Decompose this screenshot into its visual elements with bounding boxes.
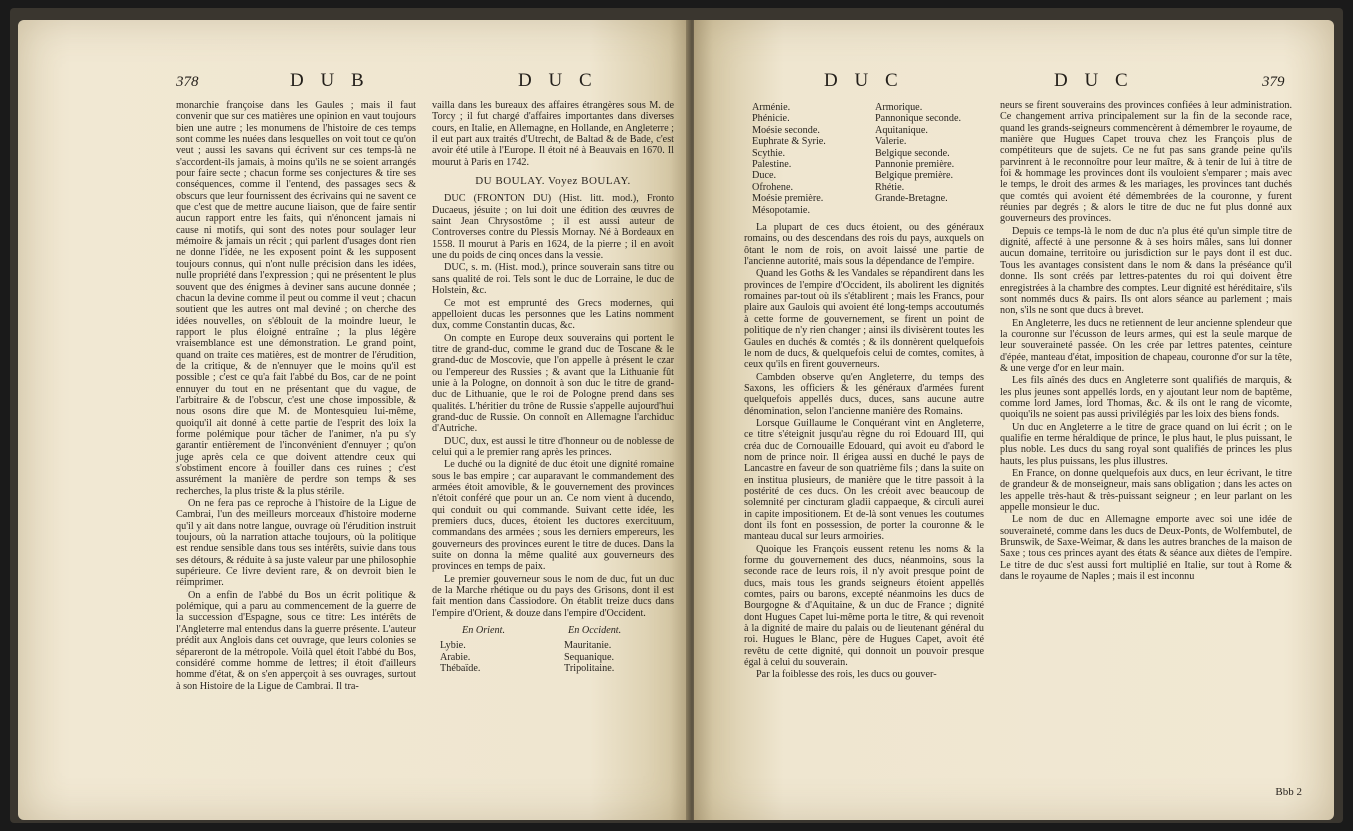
- list-item: Thébaïde.: [440, 663, 481, 675]
- list-item: Moésie première.: [752, 193, 824, 205]
- list-item: Arabie.: [440, 651, 471, 663]
- list-item: Phénicie.: [752, 113, 790, 125]
- list-item: Arménie.: [752, 102, 791, 113]
- paragraph: On a enfin de l'abbé du Bos un écrit politique & polémique, qui a paru au commencement de la guerre de la succession d'Espagne, sous ce titre: Les intérêts de l'Angleterre mal entendus dans la guerre présente. L'auteur prédit aux Anglois dans cet ouvrage, que leurs colonies se sépareront de la métropole. Voilà quel étoit l'abbé du Bos, considéré comme homme de lettres; il étoit d'ailleurs homme d'état, & on s'en apperçoit à ses ouvrages, surtout à son Histoire de la Ligue de Cambrai. Il tra-: [176, 589, 416, 692]
- list-item: [875, 205, 984, 216]
- paragraph: vailla dans les bureaux des affaires étrangères sous M. de Torcy ; il fut chargé d'affaires importantes dans diverses cours, en Italie, en Allemagne, en Hollande, en Angleterre ; il eut part aux traités d'Utrecht, de Baltad & de Bade, c'est avoir été utile à l'Europe. Il étoit né à Beauvais en 1670. Il mourut à Paris en 1742.: [432, 100, 674, 168]
- paragraph: Le nom de duc en Allemagne emporte avec soi une idée de souveraineté, comme dans les ducs de Deux-Ponts, de Wolfembutel, de Brunswik, de Saxe-Weimar, & dans les autres branches de la maison de Saxe ; tous ces princes ayant des états & séance aux diètes de l'empire. Le titre de duc s'est aussi fort multiplié en Italie, sur tout à Rome & dans le royaume de Naples ; mais il est inconnu: [1000, 514, 1292, 583]
- paragraph: Ce mot est emprunté des Grecs modernes, qui appelloient ducas les personnes que les Latins nomment dux, comme Constantin ducas, &c.: [432, 297, 674, 332]
- left-column-2: [432, 100, 674, 681]
- right-running-head: D U C: [1054, 70, 1134, 91]
- province-list-continued: [752, 102, 984, 216]
- paragraph: Par la foiblesse des rois, les ducs ou gouver-: [756, 669, 937, 681]
- right-running-head-col1: D U C: [824, 70, 904, 91]
- list-item: Pannonique seconde.: [875, 113, 962, 125]
- province-list-header: [462, 625, 674, 636]
- right-header: [694, 70, 1334, 96]
- list-item: Sequanique.: [564, 651, 615, 663]
- list-item: Valerie.: [875, 136, 907, 148]
- paragraph: neurs se firent souverains des provinces confiées à leur administration. Ce changement arriva principalement sur la fin de la seconde race, quand les grands-seigneurs commencèrent à démembrer le royaume, de manière que Hugues Capet trouva chez les François plus de compétiteurs que de sujets. Ce ne fut pas sans grande peine qu'ils parvinrent à le reconnoître pour leur maître, & à tenir de lui à titre de foi & hommage les provinces dont ils vouloient s'emparer ; mais avec le temps, le droit des armes & les mariages, les provinces tant duchés que comtés qui avoient été démembrées de la couronne, y furent réunies par degrés ; & alors le titre de duc ne fut plus donné aux gouverneurs des provinces.: [1000, 100, 1292, 225]
- list-item: Aquitanique.: [875, 124, 928, 136]
- paragraph: DUC (FRONTON DU) (Hist. litt. mod.), Fronto Ducaeus, jésuite ; on lui doit une édition des œuvres de saint Jean Chrysostôme ; il est aussi auteur de Controverses contre du Plessis Mornay. Né à Bordeaux en 1558. Il mourut à Paris en 1624, de la pierre ; il en avoit une du poids de cinq onces dans la vessie.: [432, 193, 674, 262]
- list-item: Mauritanie.: [564, 640, 612, 652]
- list-header-occident: En Occident.: [568, 625, 622, 637]
- paragraph: Quoique les François eussent retenu les noms & la forme du gouvernement des ducs, néanmoins, sous la seconde race de leurs rois, il n'y avoit presque point de ducs, mais tous les grands seigneurs étoient appellés comtes, pairs ou barons, excepté néanmoins les ducs de Bourgogne & d'Aquitaine, & un duc de France ; dignité dont Hugues Capet lui-même porta le titre, & qui revenoit à la dignité de maire du palais ou de lieutenant général du roi. Hugues le Blanc, père de Hugues Capet, avoit été revêtu de cette dignité, qui donnoit un pouvoir presque égal à celui du souverain.: [744, 543, 984, 669]
- list-item: Ofrohene.: [752, 181, 794, 193]
- paragraph: On ne fera pas ce reproche à l'histoire de la Ligue de Cambrai, l'un des meilleurs morceaux d'histoire moderne qu'il y ait dans notre langue, ouvrage où l'érudition instruit toujours, où la narration attache toujours, où la politique est rendue sensible dans tous ses intérêts, suivie dans tous ses détours, & réduite à sa juste valeur par une philosophie supérieure. Ce livre devient rare, & on devroit bien le réimprimer.: [176, 498, 416, 589]
- left-page: [18, 20, 690, 820]
- paragraph: Lorsque Guillaume le Conquérant vint en Angleterre, ce titre s'éteignit jusqu'au règne du roi Edouard III, qui créa duc de Cornouaille Edouard, qui avoit eu d'abord le nom de prince noir. Il érigea aussi en duché le pays de Lancastre en faveur de son quatrième fils ; dans la suite on en institua plusieurs, de manière que le titre passoit à la postérité de ces ducs. On les créoit avec beaucoup de solemnité per cincturam gladii cappaeque, & circuli aurei in capite impositionem. Et de-là sont venues les coutumes dont ils font en possession, de porter la couronne & le manteau ducal sur leurs armoiries.: [744, 417, 984, 543]
- list-header-orient: En Orient.: [462, 625, 506, 637]
- book-spread: [10, 8, 1343, 823]
- paragraph: Le premier gouverneur sous le nom de duc, fut un duc de la Marche rhétique ou du pays des Grisons, dont il est fait mention dans Cassiodore. On établit treize ducs dans l'empire d'Orient, & douze dans l'empire d'Occident.: [432, 573, 674, 619]
- list-item: Grande-Bretagne.: [875, 193, 948, 205]
- left-header: [18, 70, 690, 96]
- right-column-1: [744, 100, 984, 682]
- list-item: Palestine.: [752, 159, 792, 171]
- paragraph: En Angleterre, les ducs ne retiennent de leur ancienne splendeur que la couronne sur l'écusson de leurs armes, qui est la seule marque de leur souveraineté passée. On les crée par lettres patentes, ceinture d'épée, manteau d'état, imposition de chapeau, couronne d'or sur la tête, & une verge d'or en leur main.: [1000, 317, 1292, 374]
- paragraph: Cambden observe qu'en Angleterre, du temps des Saxons, les officiers & les généraux d'armées furent quelquefois appellés ducs, duces, sans aucune autre dénomination, selon l'ancienne manière des Romains.: [744, 371, 984, 417]
- list-item: Duce.: [752, 170, 777, 182]
- list-item: Pannonie première.: [875, 159, 955, 171]
- right-page-number: 379: [1262, 74, 1285, 90]
- left-running-head: D U B: [290, 70, 370, 91]
- entry-heading: DU BOULAY. Voyez BOULAY.: [475, 175, 631, 188]
- list-item: Belgique seconde.: [875, 147, 950, 159]
- list-item: Armorique.: [875, 102, 923, 113]
- left-running-head-col2: D U C: [518, 70, 598, 91]
- list-item: Mésopotamie.: [752, 204, 811, 216]
- list-item: Belgique première.: [875, 170, 954, 182]
- right-column-2: [1000, 100, 1292, 583]
- list-item: Rhétie.: [875, 181, 905, 193]
- left-page-number: 378: [176, 74, 199, 90]
- list-item: Scythie.: [752, 147, 786, 159]
- list-item: Lybie.: [440, 640, 466, 652]
- paragraph: En France, on donne quelquefois aux ducs, en leur écrivant, le titre de grandeur & de monseigneur, mais sans obligation ; dans les actes on les appelle très-haut & très-puissant seigneur ; en leur parlant on les appelle monsieur le duc.: [1000, 468, 1292, 514]
- paragraph: DUC, dux, est aussi le titre d'honneur ou de noblesse de celui qui a le premier rang après les princes.: [432, 435, 674, 458]
- paragraph: monarchie françoise dans les Gaules ; mais il faut convenir que sur ces matières une opinion en vaut toujours bien une autre ; les monumens de l'histoire de ces temps sont comme les nuées dans lesquelles on voit tout ce qu'on veut ; aussi les savans qui écrivent sur ces temps-là ne s'accordent-ils jamais, à moins qu'ils ne se soient arrangés pour faire secte ; chacun forme ses conjectures & tire ses conséquences, comme il l'entend, des passages secs & obscurs que leur fournissent des écrivains qui ne savent ce que c'est que de mettre aucune liaison, que de faire sentir aucun rapport entre les faits, qui n'énoncent jamais ni cause ni motifs, qui sont des notes pour soulager leur mémoire & jamais un récit ; qui parlent d'usages dont rien ne donne l'idée, ne les exposent point & les supposent toujours connus, qui n'ont nulle précision dans les idées, nulle propriété dans l'expression ; qui ne présentent le plus souvent que des énigmes à deviner sans aucune donnée ; chacun la devine comme il peut ou comme il veut ; chacun soutient que les autres ont mal deviné ; on cherche des idées nouvelles, on s'éblouit de la moindre lueur, le rapport le plus éloigné entraîne ; la plus légère vraisemblance est une démonstration. Le grand point, quand on traite ces matières, est de montrer de l'érudition, de la critique, & de n'ennuyer que le moins qu'il est possible ; c'est ce qu'a fait l'abbé du Bos, car de ne point ennuyer du tout en ne présentant que du vague, de l'arbitraire & de l'obscur, c'est une chose impossible, & nous osons dire que M. de Montesquieu lui-même, quoiqu'il ait donné à cette partie de l'esprit des loix la forme polémique pour tâcher de l'animer, n'a pu s'y garantir entièrement de l'inconvénient d'ennuyer ; qu'on juge après cela ce que doivent attendre ceux qui s'obstiment encore à fouiller dans ces ruines ; c'est assurément la manière de perdre son temps & ses recherches, la plus triste & la plus stérile.: [176, 100, 416, 497]
- paragraph: Quand les Goths & les Vandales se répandirent dans les provinces de l'empire d'Occident, ils abolirent les dignités romaines par-tout où ils s'établirent ; mais les Francs, pour plaire aux Gaulois qui avoient été long-temps accoutumés à cette forme de gouvernement, se firent un point de politique de n'y rien changer ; ainsi ils divisèrent toutes les Gaules en duchés & comtés ; & ils donnèrent quelquefois le nom de ducs, & quelquefois celui de comtes, comites, à ceux qu'ils en firent gouverneurs.: [744, 268, 984, 371]
- left-column-1: [176, 100, 416, 693]
- paragraph: Les fils aînés des ducs en Angleterre sont qualifiés de marquis, & les plus jeunes sont appellés lords, en y ajoutant leur nom de baptême, comme lord James, lord Thomas, &c. & ils ont le rang de vicomte, quoiqu'ils ne soient pas aussi privilégiés par les loix des biens fonds.: [1000, 375, 1292, 421]
- list-item: Euphrate & Syrie.: [752, 136, 826, 148]
- paragraph: On compte en Europe deux souverains qui portent le titre de grand-duc, comme le grand duc de Toscane & le grand-duc de Moscovie, que l'on appelle à présent le czar ou l'empereur des Russies ; & avant que la Lithuanie fût unie à la Pologne, on donnoit à son duc le titre de grand-duc de Lithuanie, que le roi de Pologne prend dans ses qualités. L'héritier du trône de Russie s'appelle aujourd'hui grand-duc de Russie. On connoît en Allemagne l'archiduc d'Autriche.: [432, 332, 674, 435]
- list-item: Tripolitaine.: [564, 663, 615, 675]
- signature-mark: Bbb 2: [1275, 786, 1302, 798]
- paragraph: La plupart de ces ducs étoient, ou des généraux romains, ou des descendans des rois du pays, auxquels on ôtant le nom de rois, on avoit laissé une partie de l'ancienne autorité, mais sous la dépendance de l'empire.: [744, 222, 984, 268]
- paragraph: Le duché ou la dignité de duc étoit une dignité romaine sous le bas empire ; car auparavant le commandement des armées étoit amovible, & le gouvernement des provinces n'étoit conféré que pour un an. Ce nom vient à ducendo, qui conduit ou qui commande. Suivant cette idée, les premiers ducs, duces, étoient les ductores exercituum, commandans des armées ; sous les derniers empereurs, les gouverneurs des provinces eurent le titre de duces. Dans la suite on donna la même qualité aux gouverneurs des provinces en temps de paix.: [432, 459, 674, 573]
- paragraph: Depuis ce temps-là le nom de duc n'a plus été qu'un simple titre de dignité, affecté à une personne & à ses hoirs mâles, sans lui donner aucun domaine, territoire ou jurisdiction sur le pays dont il est duc. Tous les avantages consistent dans le nom & dans la préséance qu'il donne. Ils sont créés par lettres-patentes du roi qui doivent être enregistrées à la chambre des comptes. Leur dignité est héréditaire, s'ils sont nommés ducs & pairs. Ils ont alors séance au parlement ; mais non, s'ils ne sont que ducs à brevet.: [1000, 225, 1292, 317]
- province-list: [440, 640, 674, 674]
- list-item: Moésie seconde.: [752, 124, 820, 136]
- paragraph: Un duc en Angleterre a le titre de grace quand on lui écrit ; on le qualifie en terme héraldique de prince, le plus haut, le plus puissant, le plus noble. Les ducs du sang royal sont qualifiés de princes les plus hauts, les plus puissans, les plus illustres.: [1000, 421, 1292, 467]
- paragraph: DUC, s. m. (Hist. mod.), prince souverain sans titre ou sans qualité de roi. Tels sont le duc de Lorraine, le duc de Holstein, &c.: [432, 262, 674, 297]
- right-page: [694, 20, 1334, 820]
